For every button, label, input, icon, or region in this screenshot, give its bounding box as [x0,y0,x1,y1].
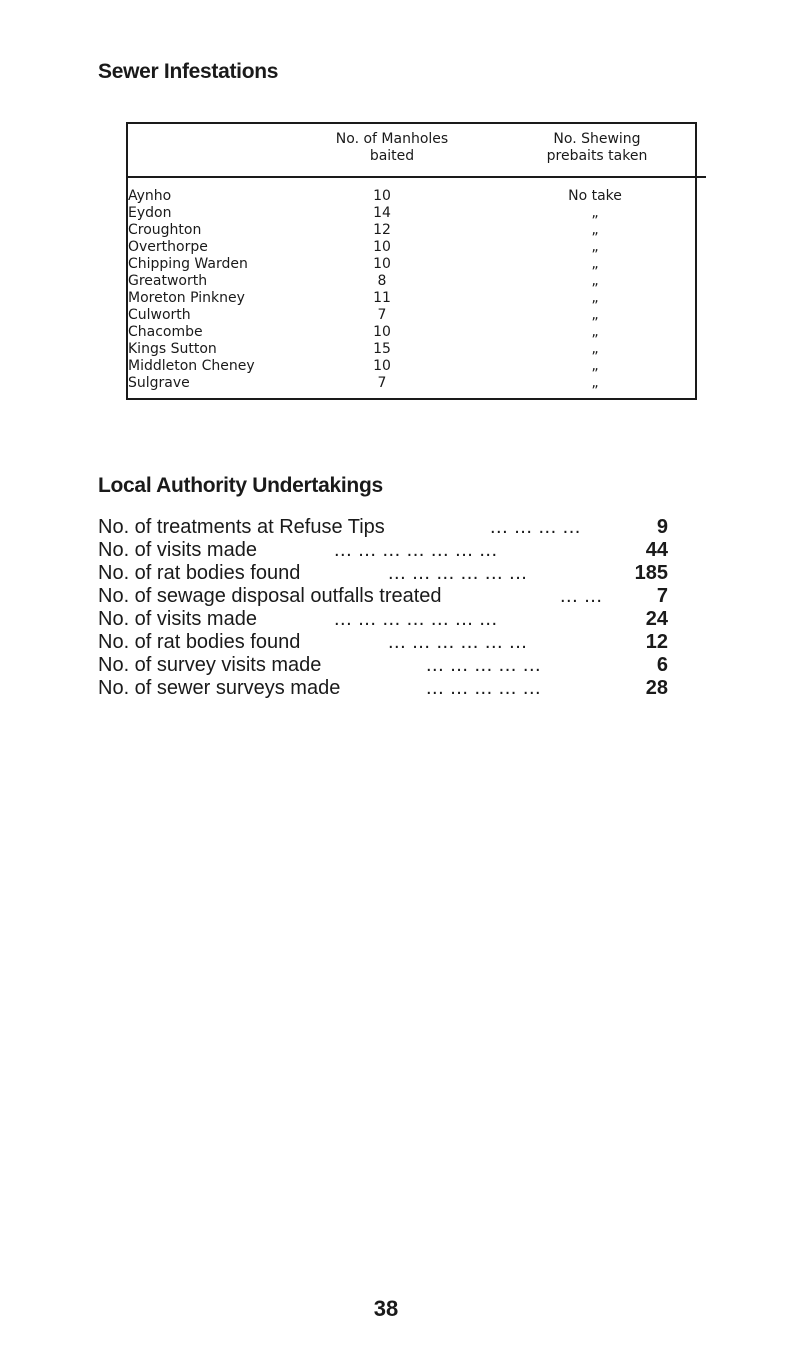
place-name: Culworth [128,307,191,323]
table-row [126,341,696,358]
list-item [98,677,668,700]
table-row [126,324,696,341]
item-value: 44 [645,539,668,561]
header-rule [126,176,706,178]
leader-dots: ... ... [560,585,603,607]
table-row [126,375,696,392]
sewer-infestations-table [126,122,696,400]
prebaits-taken: „ [591,290,599,306]
prebaits-taken: „ [591,205,599,221]
prebaits-taken: „ [591,239,599,255]
leader-dots: ... ... ... ... ... [426,677,542,699]
item-value: 24 [645,608,668,630]
place-name: Croughton [128,222,202,238]
leader-dots: ... ... ... ... ... ... ... [334,539,498,561]
table-row [126,358,696,375]
item-label: No. of survey visits made [98,654,322,676]
place-name: Chacombe [128,324,203,340]
item-label: No. of sewer surveys made [98,677,341,699]
table-row [126,188,696,205]
prebaits-taken: „ [591,256,599,272]
local-authority-heading: Local Authority Undertakings [98,474,383,497]
place-name: Aynho [128,188,172,204]
sewer-infestations-heading: Sewer Infestations [98,60,279,83]
prebaits-taken: „ [591,273,599,289]
item-label: No. of treatments at Refuse Tips [98,516,385,538]
list-item [98,585,668,608]
place-name: Greatworth [128,273,208,289]
place-name: Middleton Cheney [128,358,255,374]
place-name: Kings Sutton [128,341,217,357]
item-value: 12 [645,631,668,653]
table-row [126,205,696,222]
manholes-baited: 10 [373,188,391,204]
place-name: Eydon [128,205,172,221]
item-value: 6 [656,654,668,676]
col-manholes-header-line1: No. of Manholes [335,131,449,147]
manholes-baited: 7 [377,375,387,391]
table-bottom-rule [126,398,696,400]
place-name: Chipping Warden [128,256,248,272]
manholes-baited: 12 [373,222,391,238]
manholes-baited: 10 [373,324,391,340]
item-label: No. of rat bodies found [98,631,301,653]
prebaits-taken: „ [591,358,599,374]
table-row [126,222,696,239]
item-label: No. of rat bodies found [98,562,301,584]
list-item [98,608,668,631]
item-value: 7 [656,585,668,607]
local-authority-list [98,516,668,700]
leader-dots: ... ... ... ... ... ... [388,631,528,653]
list-item [98,631,668,654]
item-value: 185 [634,562,668,584]
place-name: Sulgrave [128,375,190,391]
list-item [98,539,668,562]
manholes-baited: 11 [373,290,391,306]
item-label: No. of visits made [98,608,257,630]
prebaits-taken: „ [591,222,599,238]
col-prebaits-header-line2: prebaits taken [546,148,648,164]
manholes-baited: 10 [373,256,391,272]
manholes-baited: 8 [377,273,387,289]
leader-dots: ... ... ... ... [490,516,581,538]
prebaits-taken: „ [591,307,599,323]
leader-dots: ... ... ... ... ... [426,654,542,676]
prebaits-taken: „ [591,324,599,340]
table-top-rule [126,122,696,124]
table-row [126,256,696,273]
list-item [98,654,668,677]
manholes-baited: 10 [373,239,391,255]
item-value: 28 [645,677,668,699]
table-row [126,273,696,290]
list-item [98,516,668,539]
page-number: 38 [373,1296,399,1321]
col-manholes-header [322,131,462,165]
item-value: 9 [656,516,668,538]
place-name: Moreton Pinkney [128,290,245,306]
leader-dots: ... ... ... ... ... ... ... [334,608,498,630]
manholes-baited: 10 [373,358,391,374]
place-name: Overthorpe [128,239,208,255]
prebaits-taken: „ [591,375,599,391]
prebaits-taken: „ [591,341,599,357]
leader-dots: ... ... ... ... ... ... [388,562,528,584]
col-prebaits-header [522,131,672,165]
manholes-baited: 15 [373,341,391,357]
table-row [126,239,696,256]
manholes-baited: 14 [373,205,391,221]
col-prebaits-header-line1: No. Shewing [553,131,641,147]
item-label: No. of sewage disposal outfalls treated [98,585,442,607]
table-row [126,290,696,307]
table-row [126,307,696,324]
item-label: No. of visits made [98,539,257,561]
list-item [98,562,668,585]
manholes-baited: 7 [377,307,387,323]
prebaits-taken: No take [568,188,622,204]
col-manholes-header-line2: baited [369,148,415,164]
